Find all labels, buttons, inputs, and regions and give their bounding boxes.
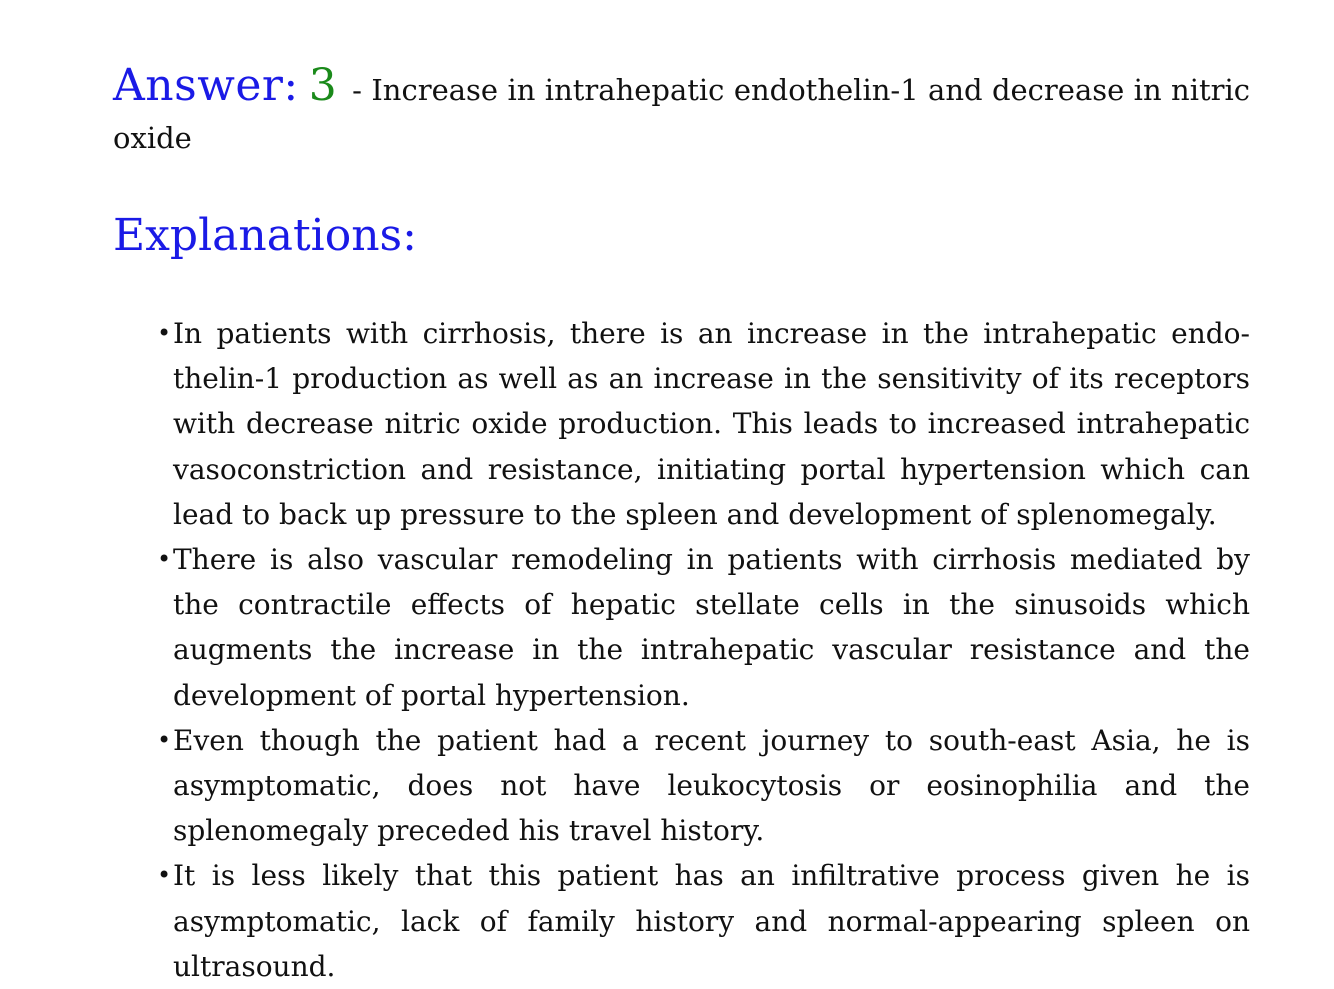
bullet-icon: • [157, 319, 172, 347]
explanations-list [113, 311, 1250, 989]
list-item-text: There is also vascular remodeling in patients with cirrhosis mediated by the contractile effects of hepatic stellate cells in the sinusoids which augments the increase in the intrahepatic vascular resistance and the development of portal hypertension. [173, 543, 1250, 712]
list-item [113, 537, 1250, 718]
bullet-icon: • [157, 861, 172, 890]
list-item-text: Even though the patient had a recent journey to south-east Asia, he is asymptomatic, does not have leukocytosis or eosinophilia and the splenomegaly preceded his travel history. [173, 723, 1250, 848]
answer-block [113, 62, 1250, 162]
explanations-heading: Explanations: [113, 210, 417, 261]
answer-text: - Increase in intrahepatic endothelin-1 and decrease in nitric oxide [113, 73, 1250, 155]
list-item-text: It is less likely that this patient has an infiltrative process given he is asymptomatic, lack of family history and normal-appearing spleen on ultrasound. [173, 859, 1250, 983]
list-item [113, 718, 1250, 854]
bullet-icon: • [157, 725, 172, 754]
list-item [113, 853, 1250, 989]
list-item-text: In patients with cirrhosis, there is an increase in the intrahepatic endothelin-1 production as well as an increase in the sensitivity of its receptors with decrease nitric oxide production. This leads to increased intrahepatic vasoconstriction and resistance, initiating portal hypertension which can lead to back up pressure to the spleen and development of splenomegaly. [173, 317, 1250, 531]
answer-label: Answer: [113, 60, 299, 111]
list-item [113, 311, 1250, 537]
answer-number: 3 [308, 60, 337, 111]
bullet-icon: • [157, 545, 172, 574]
